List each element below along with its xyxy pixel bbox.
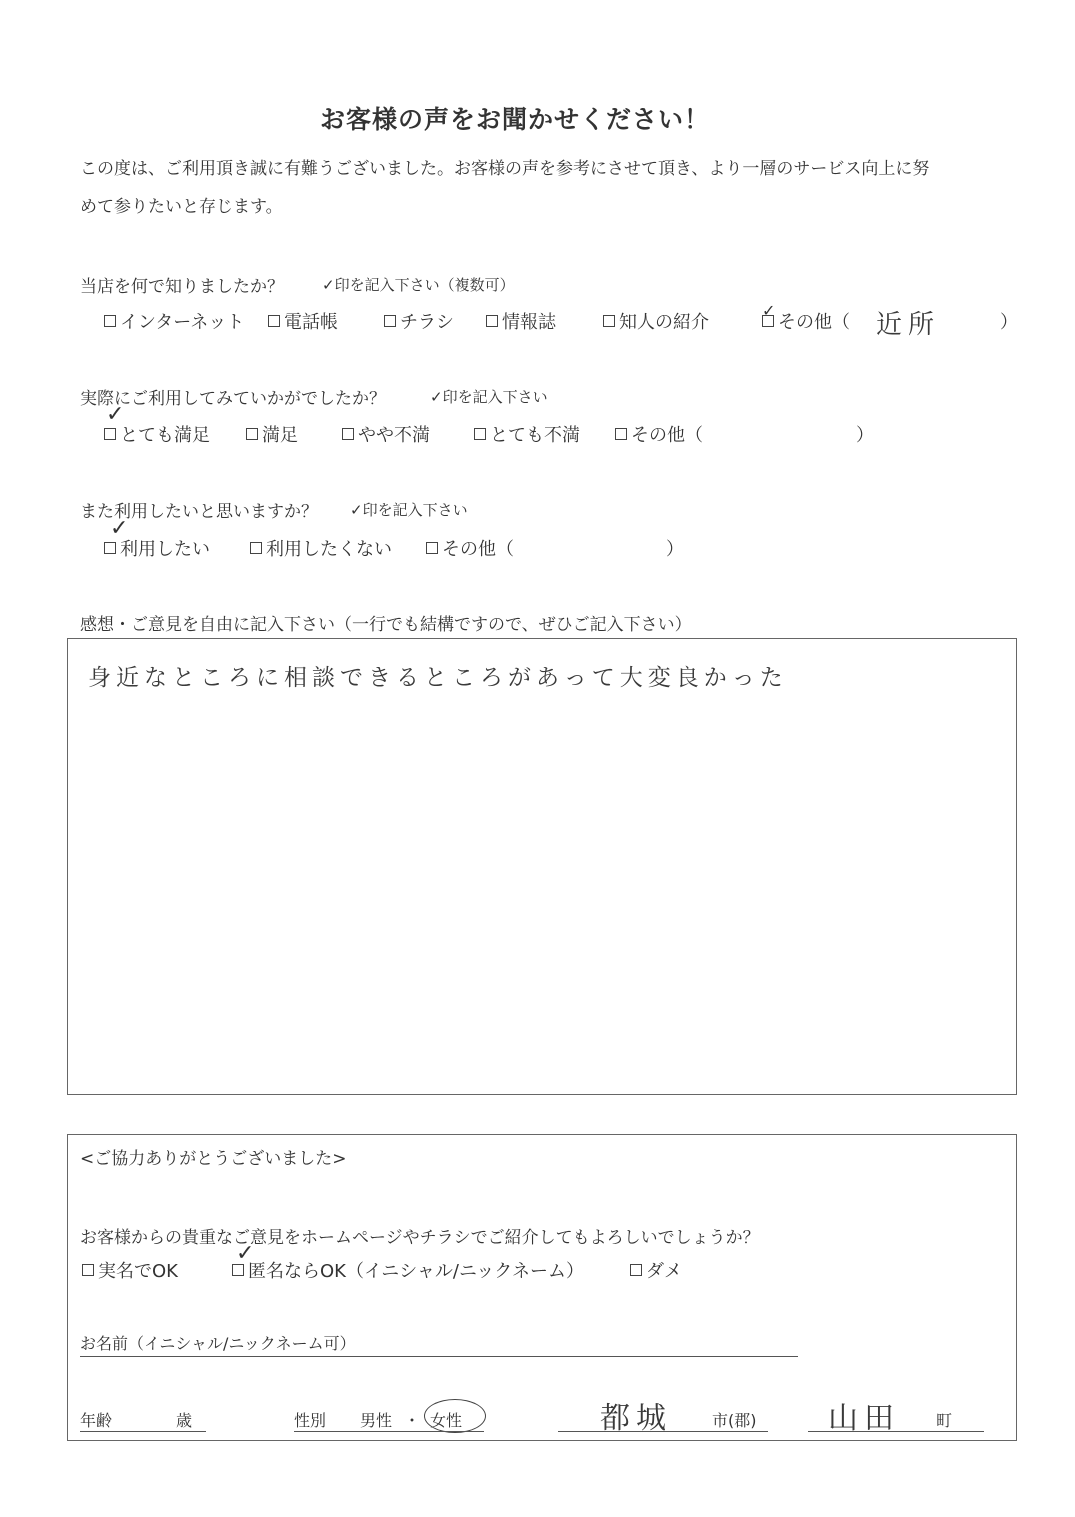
comments-label: 感想・ご意見を自由に記入下さい（一行でも結構ですので、ぜひご記入下さい） bbox=[80, 615, 692, 635]
female-circle-mark bbox=[424, 1399, 486, 1433]
option-label: 情報誌 bbox=[502, 312, 556, 333]
checkbox-icon[interactable] bbox=[474, 428, 486, 440]
checkbox-checked-icon[interactable] bbox=[104, 428, 116, 440]
option-label: 知人の紹介 bbox=[619, 312, 709, 333]
option-label: 実名でOK bbox=[98, 1261, 178, 1282]
consent-box bbox=[67, 1134, 1017, 1441]
q1-question: 当店を何で知りましたか？ bbox=[80, 277, 284, 297]
gender-male[interactable]: 男性 bbox=[360, 1411, 393, 1430]
option-label: とても不満 bbox=[490, 425, 580, 446]
city-unit: 市(郡) bbox=[712, 1411, 757, 1430]
town-line bbox=[808, 1431, 984, 1432]
consent-question: お客様からの貴重なご意見をホームページやチラシでご紹介してもよろしいでしょうか？ bbox=[80, 1228, 760, 1248]
option-label: その他（ bbox=[631, 425, 703, 446]
thanks-text: <ご協力ありがとうございました> bbox=[80, 1149, 347, 1169]
name-label: お名前（イニシャル/ニックネーム可） bbox=[80, 1334, 356, 1353]
q2-question: 実際にご利用してみていかがでしたか？ bbox=[80, 389, 386, 409]
consent-option-anonymous[interactable] bbox=[232, 1257, 584, 1283]
age-unit: 歳 bbox=[176, 1411, 193, 1430]
option-label: 電話帳 bbox=[284, 312, 338, 333]
checkbox-icon[interactable] bbox=[426, 542, 438, 554]
option-label: とても満足 bbox=[120, 425, 210, 446]
q2-close-paren: ） bbox=[856, 425, 874, 446]
q2-option-other[interactable] bbox=[615, 421, 703, 447]
gender-line bbox=[294, 1431, 484, 1432]
q1-option-flyer[interactable] bbox=[384, 308, 454, 334]
q1-close-paren: ） bbox=[1000, 312, 1018, 333]
handwritten-check-icon: ✓ bbox=[762, 301, 776, 320]
q1-option-internet[interactable] bbox=[104, 308, 244, 334]
option-label: 満足 bbox=[262, 425, 298, 446]
city-line bbox=[558, 1431, 768, 1432]
q2-option-somewhat-unsatisfied[interactable] bbox=[342, 421, 430, 447]
checkbox-icon[interactable] bbox=[603, 315, 615, 327]
q3-note: ✓印を記入下さい bbox=[350, 501, 468, 519]
q3-question: また利用したいと思いますか？ bbox=[80, 502, 318, 522]
option-label: ダメ bbox=[646, 1261, 682, 1282]
q1-option-referral[interactable] bbox=[603, 308, 709, 334]
option-label: 利用したい bbox=[120, 539, 210, 560]
option-label: チラシ bbox=[400, 312, 454, 333]
checkbox-icon[interactable] bbox=[342, 428, 354, 440]
checkbox-checked-icon[interactable] bbox=[104, 542, 116, 554]
age-line bbox=[80, 1431, 206, 1432]
q1-option-phonebook[interactable] bbox=[268, 308, 338, 334]
checkbox-icon[interactable] bbox=[486, 315, 498, 327]
checkbox-icon[interactable] bbox=[250, 542, 262, 554]
q1-option-magazine[interactable] bbox=[486, 308, 556, 334]
q3-option-other[interactable] bbox=[426, 535, 514, 561]
checkbox-icon[interactable] bbox=[104, 315, 116, 327]
gender-label: 性別 bbox=[294, 1411, 327, 1430]
checkbox-icon[interactable] bbox=[384, 315, 396, 327]
checkbox-icon[interactable] bbox=[615, 428, 627, 440]
page-title: お客様の声をお聞かせください！ bbox=[320, 105, 711, 134]
q1-other-answer: 近所 bbox=[876, 310, 941, 340]
handwritten-check-icon: ✓ bbox=[110, 516, 129, 541]
option-label: インターネット bbox=[120, 312, 245, 333]
comments-box[interactable] bbox=[67, 638, 1017, 1095]
q2-option-satisfied[interactable] bbox=[246, 421, 298, 447]
town-handwritten: 山田 bbox=[828, 1401, 900, 1436]
option-label: やや不満 bbox=[358, 425, 430, 446]
city-handwritten: 都城 bbox=[600, 1401, 672, 1436]
age-label: 年齢 bbox=[80, 1411, 113, 1430]
q2-note: ✓印を記入下さい bbox=[430, 388, 548, 406]
q3-close-paren: ） bbox=[666, 539, 684, 560]
handwritten-check-icon: ✓ bbox=[236, 1241, 255, 1266]
option-label: その他（ bbox=[442, 539, 514, 560]
q1-note: ✓印を記入下さい（複数可） bbox=[322, 276, 515, 294]
consent-option-no[interactable] bbox=[630, 1257, 682, 1283]
option-label: 利用したくない bbox=[266, 539, 392, 560]
intro-line-2: めて参りたいと存じます。 bbox=[80, 197, 283, 217]
checkbox-icon[interactable] bbox=[246, 428, 258, 440]
consent-option-real-name[interactable] bbox=[82, 1257, 178, 1283]
q3-option-would-not-use[interactable] bbox=[250, 535, 392, 561]
checkbox-icon[interactable] bbox=[630, 1264, 642, 1276]
option-label: 匿名ならOK（イニシャル/ニックネーム） bbox=[248, 1261, 585, 1282]
gender-female[interactable]: 女性 bbox=[430, 1411, 463, 1430]
handwritten-check-icon: ✓ bbox=[106, 402, 125, 427]
name-line bbox=[80, 1356, 798, 1357]
checkbox-icon[interactable] bbox=[82, 1264, 94, 1276]
checkbox-icon[interactable] bbox=[268, 315, 280, 327]
option-label: その他（ bbox=[778, 312, 850, 333]
comments-text: 身近なところに相談できるところがあって大変良かった bbox=[88, 665, 788, 691]
town-unit: 町 bbox=[936, 1411, 953, 1430]
q2-option-very-unsatisfied[interactable] bbox=[474, 421, 580, 447]
intro-line-1: この度は、ご利用頂き誠に有難うございました。お客様の声を参考にさせて頂き、より一層のサービス向上に努 bbox=[80, 159, 930, 179]
gender-dot: ・ bbox=[404, 1411, 421, 1430]
